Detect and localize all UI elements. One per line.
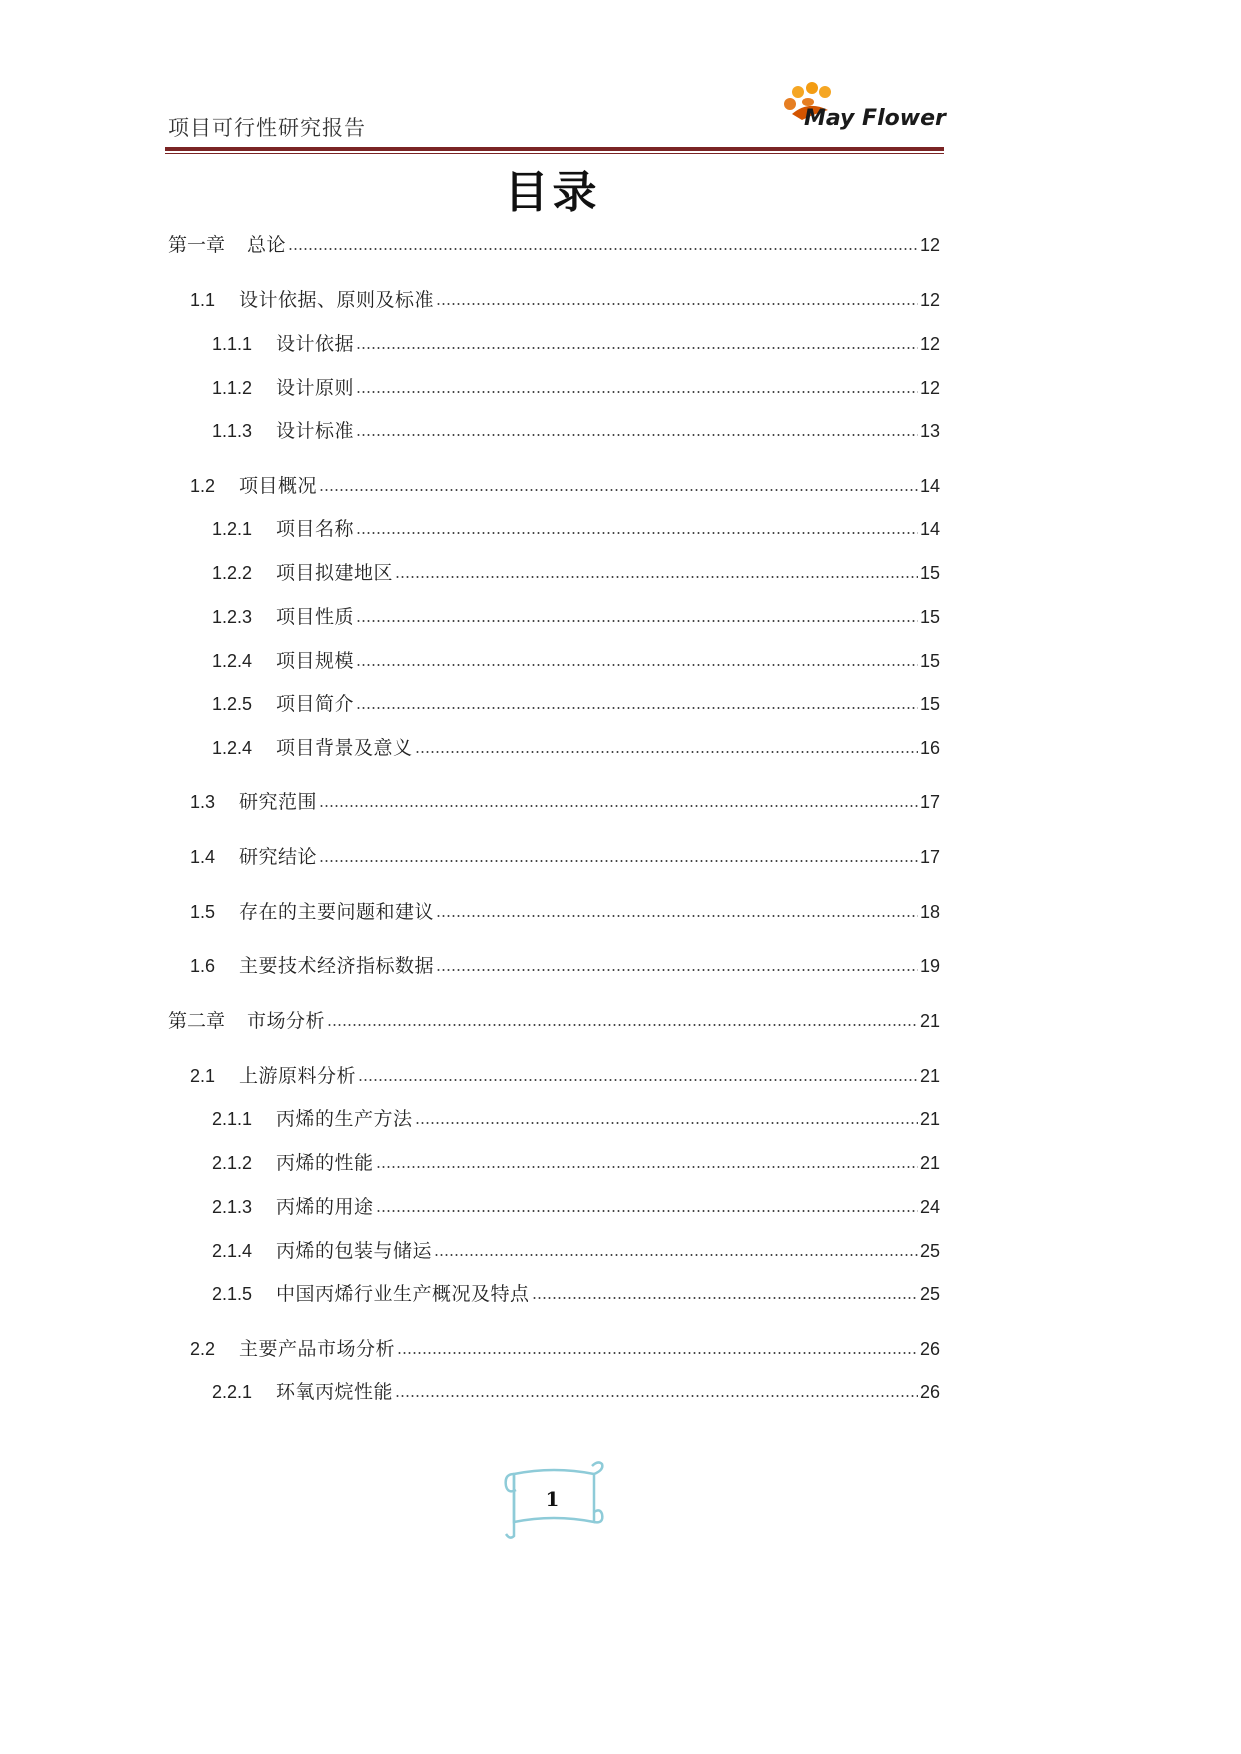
- toc-entry-page: 15: [919, 607, 940, 627]
- toc-entry-label: 中国丙烯行业生产概况及特点: [276, 1283, 530, 1305]
- toc-entry-number: 1.1.1: [212, 334, 253, 354]
- toc-entry[interactable]: [212, 735, 940, 761]
- toc-entry-page: 12: [919, 378, 940, 398]
- header-rule-thin: [165, 153, 944, 154]
- toc-entry-label: 研究结论: [239, 846, 318, 868]
- toc-dot-leader: [436, 302, 918, 306]
- toc-entry-page: 17: [919, 847, 940, 867]
- toc-entry-number: 1.6: [190, 956, 216, 976]
- toc-entry-number: 第二章: [168, 1010, 226, 1032]
- toc-dot-leader: [397, 1351, 918, 1355]
- toc-entry[interactable]: [212, 1194, 940, 1220]
- toc-entry[interactable]: [212, 418, 940, 444]
- toc-entry-label: 上游原料分析: [239, 1065, 357, 1087]
- toc-entry-page: 13: [919, 421, 940, 441]
- toc-entry-label: 环氧丙烷性能: [276, 1381, 394, 1403]
- toc-entry-number: 1.2.4: [212, 738, 253, 758]
- toc-entry[interactable]: [212, 331, 940, 357]
- toc-entry-page: 15: [919, 563, 940, 583]
- toc-entry-number: 2.1.5: [212, 1284, 253, 1304]
- toc-dot-leader: [376, 1209, 918, 1213]
- logo-text: May Flower: [804, 106, 946, 131]
- toc-entry-page: 21: [919, 1109, 940, 1129]
- toc-entry-number: 2.1.1: [212, 1109, 253, 1129]
- toc-dot-leader: [288, 247, 918, 251]
- toc-dot-leader: [327, 1023, 918, 1027]
- toc-entry-number: 1.2.3: [212, 607, 253, 627]
- toc-entry-number: 1.1.3: [212, 421, 253, 441]
- header-rule-thick: [165, 147, 944, 151]
- toc-entry-page: 19: [919, 956, 940, 976]
- toc-entry[interactable]: [212, 691, 940, 717]
- toc-dot-leader: [319, 488, 918, 492]
- toc-entry[interactable]: [212, 375, 940, 401]
- running-header-title: 项目可行性研究报告: [168, 116, 366, 140]
- page-number: 1: [545, 1487, 560, 1511]
- toc-dot-leader: [395, 1394, 918, 1398]
- toc-entry-label: 项目简介: [276, 693, 355, 715]
- toc-entry-page: 15: [919, 651, 940, 671]
- toc-entry[interactable]: [212, 560, 940, 586]
- toc-entry-number: 1.1.2: [212, 378, 253, 398]
- toc-entry-number: 1.2.4: [212, 651, 253, 671]
- toc-title: 目录: [504, 167, 601, 218]
- toc-entry-number: 2.1.4: [212, 1241, 253, 1261]
- toc-entry-number: 2.2.1: [212, 1382, 253, 1402]
- toc-entry-page: 25: [919, 1284, 940, 1304]
- toc-entry[interactable]: [212, 648, 940, 674]
- toc-entry-label: 存在的主要问题和建议: [239, 901, 435, 923]
- toc-entry-number: 1.2.2: [212, 563, 253, 583]
- toc-dot-leader: [436, 914, 918, 918]
- toc-entry-page: 26: [919, 1339, 940, 1359]
- toc-entry-page: 18: [919, 902, 940, 922]
- toc-entry-label: 项目拟建地区: [276, 562, 394, 584]
- toc-entry[interactable]: [212, 1106, 940, 1132]
- toc-entry-page: 21: [919, 1066, 940, 1086]
- toc-entry-label: 丙烯的性能: [276, 1152, 374, 1174]
- toc-entry-page: 17: [919, 792, 940, 812]
- toc-entry-page: 12: [919, 290, 940, 310]
- toc-entry[interactable]: [190, 1063, 940, 1089]
- toc-entry[interactable]: [212, 1379, 940, 1405]
- toc-entry-label: 项目名称: [276, 518, 355, 540]
- toc-dot-leader: [395, 575, 918, 579]
- toc-entry[interactable]: [212, 1238, 940, 1264]
- toc-entry-page: 21: [919, 1153, 940, 1173]
- toc-entry-label: 市场分析: [247, 1010, 326, 1032]
- toc-dot-leader: [376, 1165, 918, 1169]
- toc-entry-number: 第一章: [168, 234, 226, 256]
- toc-entry-page: 21: [919, 1011, 940, 1031]
- toc-dot-leader: [356, 433, 918, 437]
- toc-entry[interactable]: [168, 1008, 940, 1034]
- toc-dot-leader: [415, 750, 918, 754]
- toc-entry[interactable]: [190, 953, 940, 979]
- toc-dot-leader: [356, 706, 918, 710]
- toc-entry-label: 主要技术经济指标数据: [239, 955, 435, 977]
- toc-entry-label: 设计标准: [276, 420, 355, 442]
- toc-entry-label: 丙烯的包装与储运: [276, 1240, 433, 1262]
- toc-entry[interactable]: [212, 516, 940, 542]
- toc-entry-label: 丙烯的生产方法: [276, 1108, 413, 1130]
- toc-entry[interactable]: [190, 287, 940, 313]
- toc-entry-page: 15: [919, 694, 940, 714]
- toc-entry-page: 14: [919, 519, 940, 539]
- toc-entry[interactable]: [190, 789, 940, 815]
- toc-entry-page: 25: [919, 1241, 940, 1261]
- toc-dot-leader: [356, 531, 918, 535]
- toc-entry-label: 设计原则: [276, 377, 355, 399]
- toc-entry-page: 12: [919, 235, 940, 255]
- toc-entry-page: 12: [919, 334, 940, 354]
- toc-entry[interactable]: [212, 1150, 940, 1176]
- toc-entry-number: 1.2.5: [212, 694, 253, 714]
- toc-entry-number: 1.5: [190, 902, 216, 922]
- toc-entry-number: 2.1.2: [212, 1153, 253, 1173]
- toc-entry[interactable]: [212, 1281, 940, 1307]
- toc-dot-leader: [532, 1296, 918, 1300]
- toc-dot-leader: [319, 804, 918, 808]
- toc-dot-leader: [358, 1078, 918, 1082]
- toc-entry-label: 设计依据: [276, 333, 355, 355]
- toc-entry-number: 2.1.3: [212, 1197, 253, 1217]
- toc-entry-number: 2.2: [190, 1339, 216, 1359]
- toc-entry[interactable]: [212, 604, 940, 630]
- toc-entry[interactable]: [168, 232, 940, 258]
- toc-entry-number: 1.3: [190, 792, 216, 812]
- toc-entry-page: 16: [919, 738, 940, 758]
- toc-entry-number: 2.1: [190, 1066, 216, 1086]
- mayflower-logo: [778, 80, 946, 140]
- toc-entry-label: 项目概况: [239, 475, 318, 497]
- toc-entry-label: 项目性质: [276, 606, 355, 628]
- toc-entry-label: 主要产品市场分析: [239, 1338, 396, 1360]
- toc-entry[interactable]: [190, 473, 940, 499]
- toc-entry-number: 1.2: [190, 476, 216, 496]
- toc-entry[interactable]: [190, 844, 940, 870]
- toc-entry-number: 1.1: [190, 290, 216, 310]
- toc-entry-number: 1.4: [190, 847, 216, 867]
- toc-entry-number: 1.2.1: [212, 519, 253, 539]
- toc-entry-page: 26: [919, 1382, 940, 1402]
- toc-entry-page: 24: [919, 1197, 940, 1217]
- toc-entry[interactable]: [190, 1336, 940, 1362]
- toc-dot-leader: [434, 1253, 918, 1257]
- toc-dot-leader: [436, 968, 918, 972]
- toc-entry-page: 14: [919, 476, 940, 496]
- toc-entry-label: 研究范围: [239, 791, 318, 813]
- toc-dot-leader: [356, 663, 918, 667]
- toc-entry[interactable]: [190, 899, 940, 925]
- toc-dot-leader: [415, 1121, 918, 1125]
- toc-entry-label: 设计依据、原则及标准: [239, 289, 435, 311]
- toc-entry-label: 总论: [247, 234, 287, 256]
- toc-entry-label: 丙烯的用途: [276, 1196, 374, 1218]
- toc-entry-label: 项目背景及意义: [276, 737, 413, 759]
- toc-dot-leader: [356, 390, 918, 394]
- toc-dot-leader: [356, 619, 918, 623]
- toc-dot-leader: [319, 859, 918, 863]
- toc-dot-leader: [356, 346, 918, 350]
- toc-entry-label: 项目规模: [276, 650, 355, 672]
